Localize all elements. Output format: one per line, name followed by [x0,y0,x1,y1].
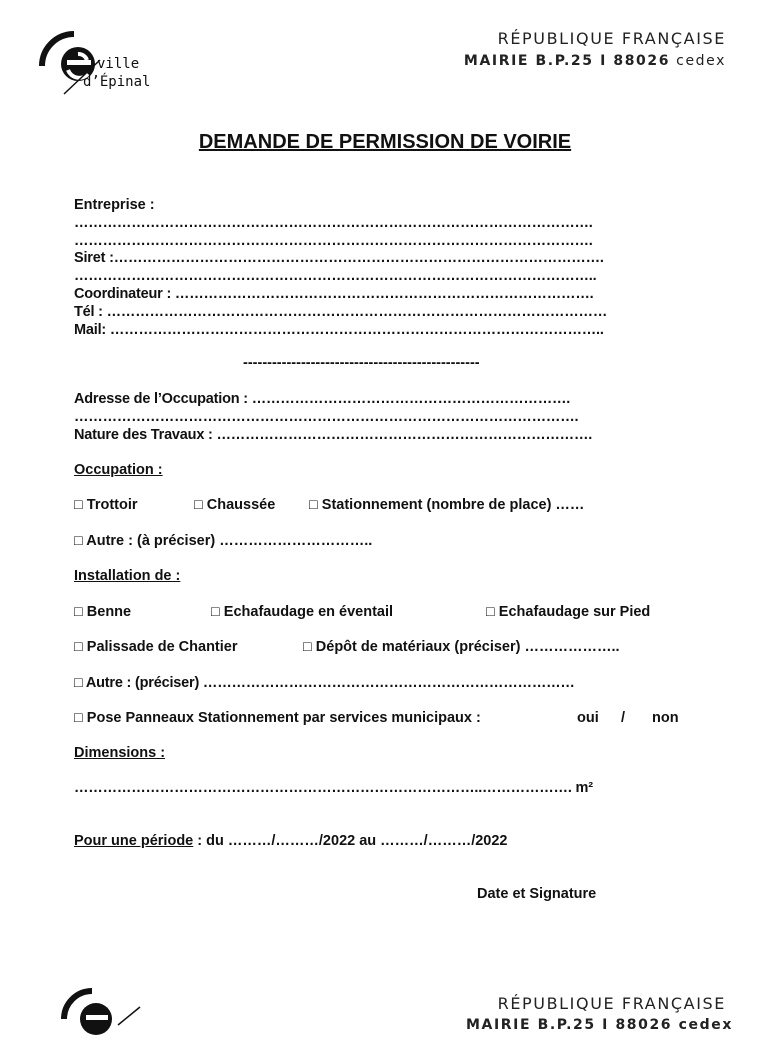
entreprise-dots-1: ………………………………………………………………………………………………. [74,215,593,231]
panneaux-non-option[interactable]: non [652,710,679,726]
logo-line1: ville [97,56,140,72]
dimensions-heading: Dimensions : [74,745,166,761]
mairie-address-cedex: cedex [676,53,726,69]
installation-panneaux-checkbox[interactable]: □ Pose Panneaux Stationnement par services municipaux : [74,710,481,726]
installation-echafaudage-eventail-checkbox[interactable]: □ Echafaudage en éventail [211,604,394,620]
separator: ------------------------------------------------- [243,355,480,371]
signature-label: Date et Signature [477,886,597,902]
installation-depot-checkbox[interactable]: □ Dépôt de matériaux (préciser) ……………….. [303,639,620,655]
occupation-trottoir-checkbox[interactable]: □ Trottoir [74,497,138,513]
footer-republic-heading: RÉPUBLIQUE FRANÇAISE [497,994,726,1013]
installation-palissade-checkbox[interactable]: □ Palissade de Chantier [74,639,238,655]
panneaux-oui-option[interactable]: oui [577,710,599,726]
installation-autre-checkbox[interactable]: □ Autre : (préciser) …………………………………………………………………… [74,675,575,691]
mail-field: Mail: ………………………………………………………………………………………….. [74,322,604,338]
occupation-chaussee-checkbox[interactable]: □ Chaussée [194,497,276,513]
logo-line2: d’Épinal [83,74,151,90]
installation-echafaudage-pied-checkbox[interactable]: □ Echafaudage sur Pied [486,604,651,620]
periode-field [74,832,508,850]
city-logo [30,22,190,102]
adresse-dots: ……………………………………………………………………………………………. [74,409,579,425]
periode-dates: : du ………/………/2022 au ………/………/2022 [193,833,508,849]
panneaux-slash: / [621,710,626,726]
footer-logo [58,985,158,1025]
tel-field: Tél : …………………………………………………………………………………………… [74,304,608,320]
coordinateur-field: Coordinateur : ……………………………………………………………………………. [74,286,594,302]
adresse-field: Adresse de l’Occupation : …………………………………………………………. [74,391,571,407]
occupation-heading: Occupation : [74,462,163,478]
dimensions-field: …………………………………………………………………………..………………. m² [74,780,593,796]
nature-travaux-field: Nature des Travaux : ……………………………………………………………………. [74,427,593,443]
entreprise-dots-2: ………………………………………………………………………………………………. [74,233,593,249]
mairie-address [464,53,726,69]
republic-heading: RÉPUBLIQUE FRANÇAISE [497,29,726,48]
occupation-stationnement-checkbox[interactable]: □ Stationnement (nombre de place) …… [309,497,585,513]
footer-mairie-address: MAIRIE B.P.25 I 88026 cedex [466,1017,733,1033]
page-title: DEMANDE DE PERMISSION DE VOIRIE [198,131,572,153]
installation-benne-checkbox[interactable]: □ Benne [74,604,132,620]
periode-label: Pour une période [74,833,194,849]
installation-heading: Installation de : [74,568,181,584]
mairie-address-bold: MAIRIE B.P.25 I 88026 [463,53,671,69]
footer-logo-mark-icon [58,985,158,1045]
entreprise-label: Entreprise : [74,197,155,213]
siret-field: Siret :…………………………………………………………………………………………. [74,250,604,266]
siret-dots: ……………………………………………………………………………………………….. [74,268,597,284]
occupation-autre-checkbox[interactable]: □ Autre : (à préciser) ………………………….. [74,533,373,549]
footer-mairie-clip [466,1017,733,1033]
